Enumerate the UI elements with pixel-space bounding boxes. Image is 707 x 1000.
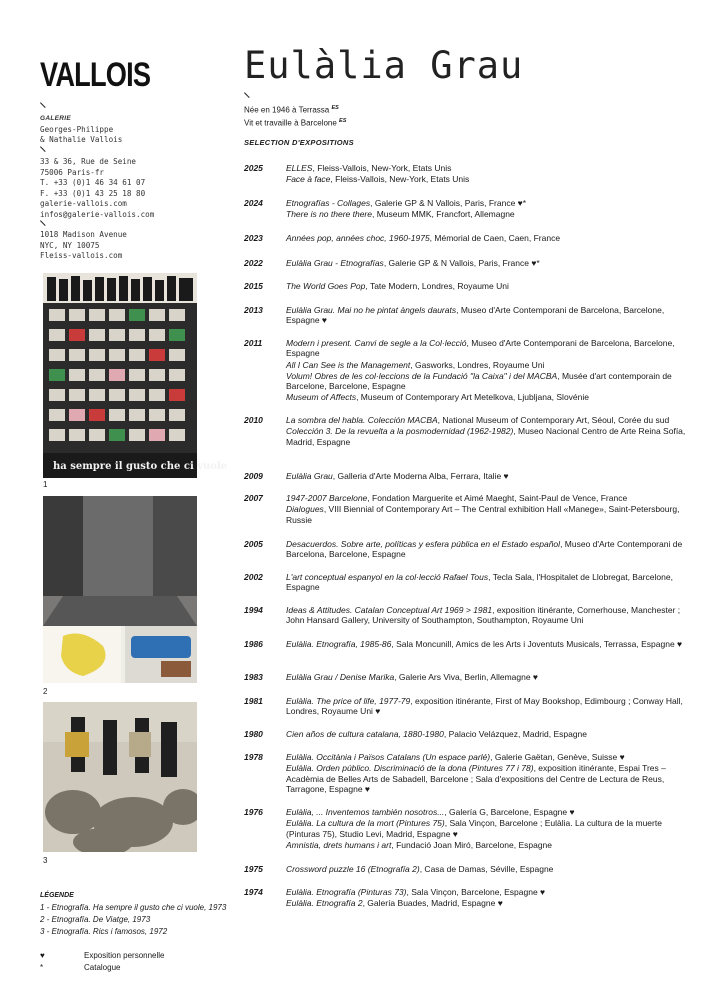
exhibition-title: Eulàlia. Etnografía 2 [286,898,363,909]
exhibition-title: There is no there there [286,209,372,220]
exhibition-entry [286,605,686,626]
exhibition-title: Eulàlia Grau [286,471,333,481]
exhibition-entries [286,233,686,244]
exhibition-entries [286,258,686,269]
exhibition-title: Eulàlia. Etnografía, 1985-86 [286,639,392,649]
exhibition-title: Eulàlia. Etnografía (Pinturas 73) [286,887,407,897]
section-title: SELECTION D'EXPOSITIONS [244,138,354,147]
exhibition-year: 1975 [244,864,263,874]
exhibition-year: 2023 [244,233,263,243]
exhibition-year: 1981 [244,696,263,706]
exhibition-entry [286,281,686,291]
exhibition-venue: , Museo d'Arte Contemporani de Barcelona, Barcelone, Espagne [286,338,675,359]
email-link[interactable]: infos@galerie-vallois.com [40,209,155,219]
legend [40,890,226,938]
exhibition-entries [286,605,686,627]
exhibition-year: 2013 [244,305,263,315]
exhibition-venue: , Galleria d'Arte Moderna Alba, Ferrara, Italie ♥ [332,471,509,481]
gallery-label: GALERIE [40,115,71,122]
exhibition-title: L'art conceptual espanyol en la col·lecció Rafael Tous [286,572,489,582]
heart-icon: ♥ [40,951,45,960]
exhibition-year: 1974 [244,887,263,897]
exhibition-entries [286,493,686,526]
owner-line: & Nathalie Vallois [40,135,123,144]
legend-item: 3 - Etnografía. Rics i famosos, 1972 [40,927,168,936]
exhibition-year: 1980 [244,729,263,739]
legend-title: LÉGENDE [40,892,74,899]
exhibition-year: 2015 [244,281,263,291]
exhibition-entries [286,672,686,683]
exhibition-venue: , Galerie GP & N Vallois, Paris, France ♥* [370,198,527,208]
exhibition-title: Dialogues [286,504,324,515]
exhibition-entry [286,887,686,897]
paris-address [40,157,154,220]
exhibition-entry [286,258,686,268]
exhibition-entry [286,371,686,392]
exhibition-venue: , Musée d'art contemporain de Barcelone, Barcelone, Espagne [286,370,672,392]
exhibition-title: Eulàlia Grau / Denise Marika [286,672,395,682]
exhibition-venue: , Tecla Sala, l'Hospitalet de Llobregat, Barcelone, Espagne [286,572,673,593]
exhibition-entry [286,392,686,402]
exhibition-title: 1947-2007 Barcelone [286,493,368,503]
exhibition-entry [286,818,686,839]
exhibition-entry [286,233,686,243]
exhibition-entries [286,471,686,482]
exhibition-year: 2011 [244,338,263,348]
exhibition-venue: , Museo Nacional Centro de Arte Reina Sofía, Madrid, Espagne [286,426,686,447]
exhibition-entry [286,174,686,184]
symbol-keys [40,950,165,974]
exhibition-entries [286,807,686,851]
country-tag: ES [331,105,339,111]
exhibition-year: 2005 [244,539,263,549]
exhibition-entry [286,360,686,370]
exhibition-year: 1986 [244,639,263,649]
exhibition-entry [286,493,686,503]
exhibition-year: 2009 [244,471,263,481]
exhibition-entry [286,864,686,874]
exhibition-title: All I Can See is the Management [286,359,411,370]
exhibition-entry [286,504,686,525]
exhibition-entries [286,729,686,740]
exhibition-entries [286,539,686,561]
exhibition-title: Eulàlia. La cultura de la mort (Pintures 75) [286,818,445,829]
exhibition-venue: , Fondation Marguerite et Aimé Maeght, Saint-Paul de Vence, France [367,493,628,503]
exhibition-title: Volum! Obres de les col·leccions de la Fundació "la Caixa" i del MACBA [286,370,558,381]
artwork-text: ha sempre il gusto che ci vuole [53,461,228,472]
country-tag: ES [339,117,347,124]
exhibition-title: Amnistia, drets humans i art [286,839,392,850]
artist-bio [244,103,346,128]
exhibition-venue: , Galerie Ars Viva, Berlin, Allemagne ♥ [394,672,538,682]
exhibition-entry [286,415,686,425]
exhibition-year: 1978 [244,752,263,762]
exhibition-year: 1983 [244,672,263,682]
exhibition-entry [286,672,686,682]
artwork-image-2 [43,496,197,683]
exhibition-entries [286,639,686,650]
exhibition-year: 2002 [244,572,263,582]
exhibition-title: La sombra del habla. Colección MACBA [286,415,438,425]
exhibition-entry [286,338,686,359]
website-link[interactable]: galerie-vallois.com [40,199,127,208]
exhibition-title: Eulàlia Grau - Etnografías [286,258,384,268]
exhibition-venue: , Fleiss-Vallois, New-York, Etats Unis [312,163,452,173]
exhibition-venue: , Museo d'Arte Contemporani de Barcelona, Barcelone, Espagne ♥ [286,305,665,326]
exhibition-year: 2007 [244,493,263,503]
exhibition-title: Museum of Affects [286,392,357,403]
artist-name: Eulàlia Grau [244,44,524,87]
exhibition-title: Modern i present. Canvi de segle a la Col·lecció [286,338,467,348]
gallery-logo: VALLOIS [40,56,151,94]
fax-line: F. +33 (0)1 43 25 18 80 [40,188,146,198]
divider-tick [40,97,51,108]
exhibition-venue: , Fleiss-Vallois, New-York, Etats Unis [330,174,470,185]
divider-tick [244,87,255,98]
address-line: 1018 Madison Avenue [40,230,127,239]
exhibition-entries [286,198,686,221]
owner-line: Georges-Philippe [40,124,114,134]
exhibition-venue: , VIII Biennial of Contemporary Art – The Central exhibition Hall «Manege», Saint-Petersbourg, Russie [286,504,680,525]
ny-address [40,230,127,262]
key-label: Exposition personnelle [84,951,165,960]
legend-item: 2 - Etnografía. De Viatge, 1973 [40,915,151,924]
exhibition-entry [286,163,686,173]
key-label: Catalogue [84,963,121,972]
exhibition-entry [286,639,686,649]
exhibition-entry [286,752,686,762]
exhibition-venue: , National Museum of Contemporary Art, Séoul, Corée du sud [437,415,670,425]
exhibition-entries [286,696,686,718]
exhibition-entry [286,305,686,326]
exhibition-year: 1976 [244,807,263,817]
exhibition-title: Eulàlia. Occitània i Països Catalans (Un espace parlé) [286,752,491,762]
exhibition-entries [286,752,686,795]
exhibition-title: Face à face [286,174,331,185]
exhibition-entry [286,572,686,593]
exhibition-year: 1994 [244,605,263,615]
exhibition-entry [286,898,686,908]
legend-item: 1 - Etnografía. Ha sempre il gusto che ci vuole, 1973 [40,903,227,912]
exhibition-entries [286,572,686,594]
exhibition-entry [286,209,686,219]
exhibition-entry [286,763,686,794]
exhibition-venue: , Museum MMK, Francfort, Allemagne [372,209,515,220]
bio-residence: Vit et travaille à Barcelone [244,118,337,128]
exhibition-venue: , Casa de Damas, Séville, Espagne [419,864,554,874]
exhibition-venue: , Museum of Contemporary Art Metelkova, Ljubljana, Slovénie [356,392,589,403]
artwork-image-1 [43,273,228,478]
exhibition-venue: , Sala Vinçon, Barcelone ; Eulàlia. La cultura de la muerte (Pinturas 75), Studio Levi, Madrid, Espagne ♥ [286,818,662,839]
exhibition-venue: , Museo d'Arte Contemporani de Barcelona, Barcelone, Espagne [286,539,683,560]
exhibition-entry [286,840,686,850]
address-line: 75006 Paris-fr [40,167,105,177]
exhibition-entries [286,415,686,448]
exhibition-year: 2022 [244,258,263,268]
image-number: 2 [43,687,48,696]
exhibition-venue: , exposition itinérante, First of May Bookshop, Edimbourg ; Conway Hall, Londres, Royaume Uni ♥ [286,696,683,717]
artwork-image-3 [43,702,197,852]
exhibition-entries [286,887,686,910]
exhibition-title: Ideas & Attitudes. Catalan Conceptual Art 1969 > 1981 [286,605,493,615]
exhibition-title: Desacuerdos. Sobre arte, políticas y esfera pública en el Estado español [286,539,561,549]
exhibition-entry [286,471,686,481]
exhibition-venue: , Galerie GP & N Vallois, Paris, France ♥* [383,258,540,268]
exhibition-entry [286,807,686,817]
exhibition-venue: , Mémorial de Caen, Caen, France [429,233,561,243]
exhibition-title: Eulàlia Grau. Mai no he pintat àngels daurats [286,305,457,315]
exhibition-year: 2024 [244,198,263,208]
exhibition-entry [286,539,686,560]
exhibition-title: Cien años de cultura catalana, 1880-1980 [286,729,444,739]
exhibition-venue: , Fundació Joan Miró, Barcelone, Espagne [391,839,553,850]
exhibition-entry [286,696,686,717]
phone-line: T. +33 (0)1 46 34 61 07 [40,178,146,187]
exhibition-entries [286,305,686,327]
exhibition-title: The World Goes Pop [286,281,366,291]
exhibition-venue: , Sala Moncunill, Amics de les Arts i Joventuts Musicals, Terrassa, Espagne ♥ [391,639,683,649]
exhibition-year: 2010 [244,415,263,425]
image-number: 1 [43,480,48,489]
exhibition-entries [286,163,686,186]
bio-birth: Née en 1946 à Terrassa [244,105,330,115]
address-line: NYC, NY 10075 [40,240,100,250]
exhibition-venue: , Sala Vinçon, Barcelone, Espagne ♥ [406,887,546,897]
gallery-info [40,114,122,146]
exhibition-title: Eulàlia, ... Inventemos también nosotros... [286,807,445,817]
exhibition-venue: , exposition itinérante, Espai Tres – Acadèmia de Belles Arts de Sabadell, Barcelone ; Sala d'expositions del Centre de Lectura de Reus, Tarragone, Espagne ♥ [286,763,666,794]
website-link[interactable]: Fleiss-vallois.com [40,251,123,260]
exhibition-venue: , Gasworks, Londres, Royaume Uni [410,359,545,370]
asterisk-icon: * [40,963,44,972]
exhibition-venue: , exposition itinérante, Cornerhouse, Manchester ; John Hansard Gallery, University of Southampton, Southampton, Royaume Uni [286,605,681,626]
exhibition-entries [286,281,686,292]
exhibition-entries [286,864,686,875]
exhibition-entry [286,198,686,208]
exhibition-title: Colección 3. De la revuelta a la posmodernidad (1962-1982) [286,426,514,437]
exhibition-title: Années pop, années choc, 1960-1975 [286,233,430,243]
exhibition-title: ELLES [286,163,313,173]
exhibition-venue: , Galería Buades, Madrid, Espagne ♥ [362,898,503,909]
exhibition-venue: , Galerie Gaëtan, Genève, Suisse ♥ [490,752,625,762]
exhibition-entries [286,338,686,404]
image-number: 3 [43,856,48,865]
exhibition-title: Eulàlia. Orden públicо. Discriminació de la dona (Pintures 77 i 78) [286,763,534,774]
exhibition-entry [286,426,686,447]
address-line: 33 & 36, Rue de Seine [40,157,137,166]
exhibition-entry [286,729,686,739]
exhibition-title: Crossword puzzle 16 (Etnografía 2) [286,864,420,874]
exhibition-venue: , Tate Modern, Londres, Royaume Uni [365,281,509,291]
exhibition-year: 2025 [244,163,263,173]
exhibition-venue: , Galería G, Barcelone, Espagne ♥ [444,807,575,817]
exhibition-title: Etnografías - Collages [286,198,371,208]
exhibition-title: Eulàlia. The price of life, 1977-79 [286,696,411,706]
exhibition-venue: , Palacio Velázquez, Madrid, Espagne [443,729,588,739]
